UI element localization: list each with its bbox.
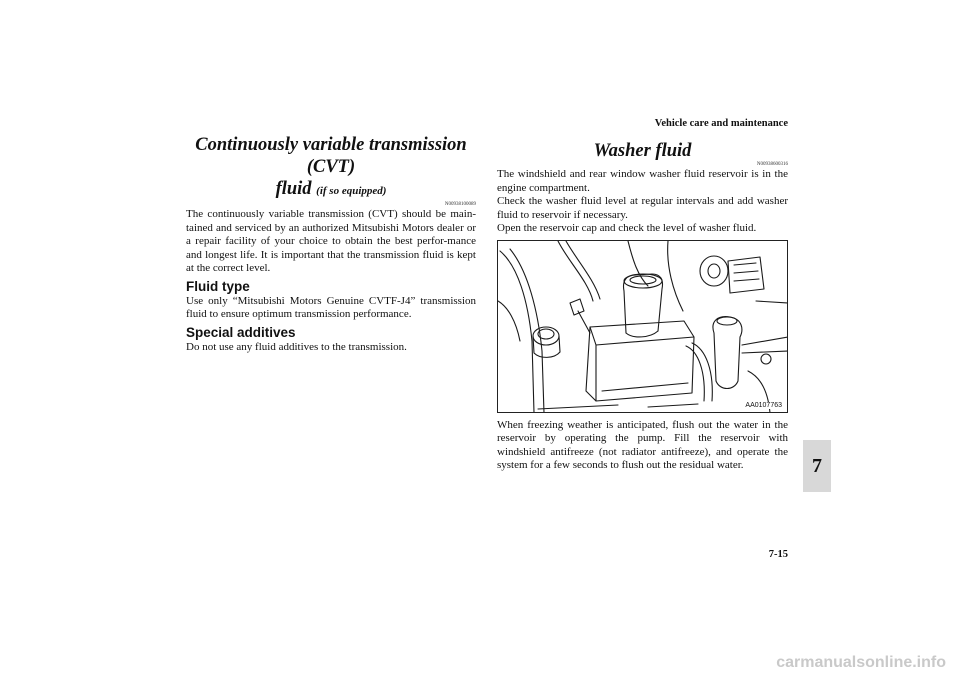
engine-compartment-illustration [498, 241, 788, 413]
watermark: carmanualsonline.info [776, 654, 946, 671]
special-additives-paragraph: Do not use any fluid additives to the transmission. [186, 340, 407, 353]
cvt-fluid-section [186, 134, 476, 354]
cvt-intro-paragraph: The continuously variable transmission (CVT) should be main-tained and serviced by an authorized Mitsubishi Motors dealer or a repair facility of your choice to obtain the best perfor-mance and longest life. It is important that the transmission fluid is kept at the correct level. [186, 208, 476, 274]
cvt-title-line1: Continuously variable transmission (CVT) [195, 135, 467, 177]
special-additives-heading: Special additives [186, 324, 296, 340]
washer-paragraph-2: Check the washer fluid level at regular intervals and add washer fluid to reservoir if necessary. [497, 195, 788, 221]
page-number: 7-15 [768, 549, 788, 560]
cvt-ref-code: N00938100089 [444, 202, 476, 207]
running-header: Vehicle care and maintenance [654, 118, 788, 129]
figure-code: AA0107763 [745, 401, 782, 409]
washer-section-title: Washer fluid [593, 141, 692, 161]
washer-reservoir-figure [497, 240, 788, 413]
washer-paragraph-4: When freezing weather is anticipated, flush out the water in the reservoir by operating the pump. Fill the reservoir with windshield antifreeze (not radiator antifreeze), and operate the system for a few seconds to flush out the residual water. [497, 418, 788, 471]
fluid-type-heading: Fluid type [186, 278, 250, 294]
washer-fluid-section [497, 140, 788, 473]
cvt-title-line2: fluid [275, 179, 312, 199]
chapter-tab: 7 [803, 440, 831, 492]
washer-paragraph-3: Open the reservoir cap and check the level of washer fluid. [497, 222, 757, 234]
washer-ref-code: N00938600316 [756, 162, 788, 167]
washer-paragraph-1: The windshield and rear window washer fluid reservoir is in the engine compartment. [497, 168, 788, 194]
cvt-title-note: (if so equipped) [316, 185, 387, 197]
fluid-type-paragraph: Use only “Mitsubishi Motors Genuine CVTF-J4” transmission fluid to ensure optimum transmission performance. [186, 294, 476, 320]
cvt-section-title [186, 134, 476, 202]
